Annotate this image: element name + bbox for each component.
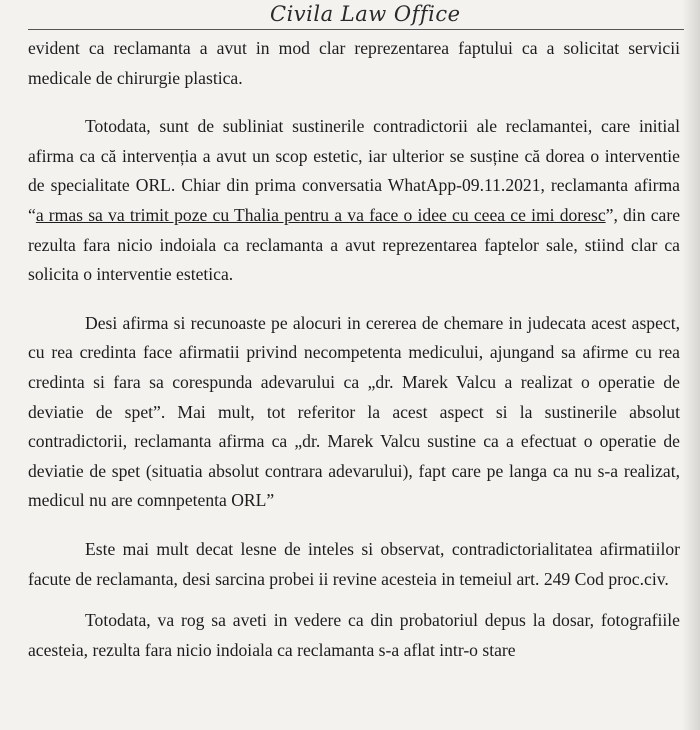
paragraph-burden-of-proof: Este mai mult decat lesne de inteles si observat, contradictorialitatea afirmatiilor facute de reclamanta, desi sarcina probei ii revine acesteia in temeiul art. 249 Cod proc.civ. [28, 538, 680, 589]
paragraph-text: Totodata, sunt de subliniat sustinerile contradictorii ale reclamantei, care initial afirma ca că intervenția a avut un scop estetic, iar ulterior se susține că dorea o interventie de specialitate ORL. Chiar din prima conversatia WhatApp-09.11.2021, reclamanta afirma “ [28, 116, 680, 225]
underlined-quote: a rmas sa va trimit poze cu Thalia pentru a va face o idee cu ceea ce imi doresc [35, 204, 606, 225]
paragraph-bad-faith: Desi afirma si recunoaste pe alocuri in cererea de chemare in judecata acest aspect, cu rea credinta face afirmatii privind necompetenta medicului, ajungand sa afirme cu rea credinta si fara sa corespunda adevarului ca „dr. Marek Valcu a realizat o operatie de deviatie de spet”. Mai mult, tot referitor la acest aspect si la sustinerile absolut contradictorii, reclamanta afirma ca „dr. Marek Valcu sustine ca a efectuat o operatie de deviatie de spet (situatia absolut contrara adevarului), fapt care pe langa ca nu s-a realizat, medicul nu are comnpetenta ORL” [28, 312, 680, 511]
scan-edge-shadow [682, 0, 700, 730]
document-body [28, 34, 680, 665]
paragraph-evidence: Totodata, va rog sa aveti in vedere ca din probatoriul depus la dosar, fotografiile acesteia, rezulta fara nicio indoiala ca reclamanta s-a aflat intr-o stare [28, 610, 680, 660]
letterhead-title: Civila Law Office [270, 2, 461, 26]
paragraph-contradictions [28, 112, 680, 290]
letterhead-rule [28, 29, 684, 30]
paragraph-continuation: evident ca reclamanta a avut in mod clar reprezentarea faptului ca a solicitat servicii medicale de chirurgie plastica. [28, 38, 680, 88]
paragraph-text: ”, din care rezulta fara nicio indoiala ca reclamanta a avut reprezentarea faptelor sale, stiind clar ca solicita o interventie estetica. [28, 204, 680, 285]
letterhead [0, 0, 700, 34]
